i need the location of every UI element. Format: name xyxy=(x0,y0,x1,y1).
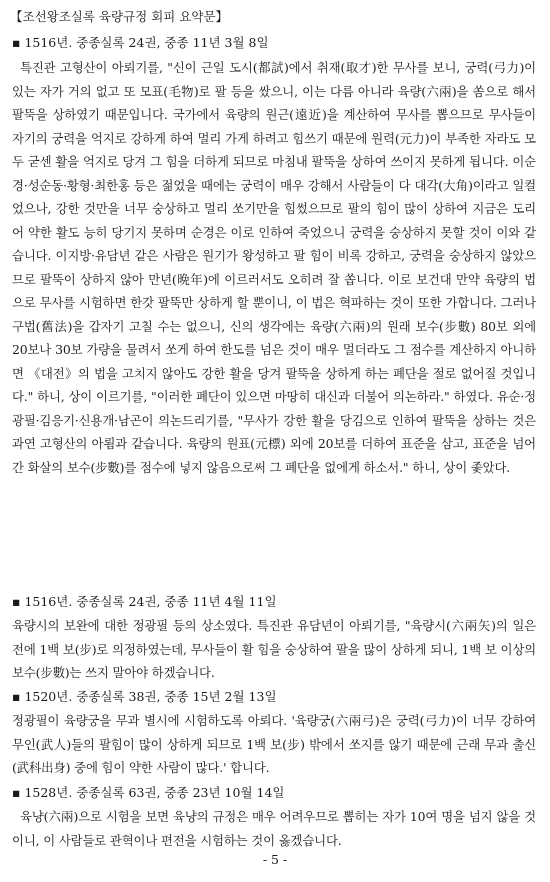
entry-heading-1516-april: ▪ 1516년. 중종실록 24권, 중종 11년 4월 11일 xyxy=(12,594,277,609)
page-number: - 5 - xyxy=(262,852,288,867)
entry-heading-1528: ▪ 1528년. 중종실록 63권, 중종 23년 10월 14일 xyxy=(12,785,285,800)
entry-text-1520: 정광필이 육량궁을 무과 별시에 시험하도록 아뢰다. '육량궁(六兩弓)은 궁력(弓力)이 너무 강하여 무인(武人)들의 팔힘이 많이 상하게 되므로 1백 보(步) 밖에서 쏘지를 않기 때문에 근래 무과 출신(武科出身) 중에 힘이 약한 사람이 많다.' 합니다. xyxy=(12,713,536,775)
entry-text-1516-march: 특진관 고형산이 아뢰기를, "신이 근일 도시(都試)에서 취재(取才)한 무사를 보니, 궁력(弓力)이 있는 자가 거의 없고 또 모표(毛物)로 팔 등을 쌌으니, 이는 다름 아니라 육량(六兩)을 쏨으로 해서 팔뚝을 상하였기 때문입니다. 국가에서 육량의 원근(遠近)을 계산하여 무사를 뽑으므로 무사들이 자기의 궁력을 억지로 강하게 하여 멀리 가게 하려고 힘쓰기 때문에 원력(元力)이 부족한 자라도 모두 굳센 활을 억지로 당겨 그 힘을 더하게 되므로 마침내 팔뚝을 상하여 쓰이지 못하게 됩니다. 이순경·성순동·황형·최한홍 등은 젊었을 때에는 궁력이 매우 강해서 사람들이 다 대각(大角)이라고 일컬었으나, 강한 것만을 너무 숭상하고 멀리 쏘기만을 힘썼으므로 팔의 힘이 많이 상하여 지금은 도리어 약한 활도 능히 당기지 못하며 순경은 이로 인하여 죽었으니 궁력을 숭상하지 못할 것이 이와 같습니다. 이지방·유담년 같은 사람은 원기가 왕성하고 팔 힘이 비록 강하고, 궁력을 숭상하지 않았으므로 팔뚝이 상하지 않아 만년(晩年)에 이르러서도 오히려 잘 쏩니다. 이로 보건대 만약 육량의 법으로 무사를 시험하면 한갓 팔뚝만 상하게 할 뿐이니, 이 법은 혁파하는 것이 또한 가합니다. 그러나 구법(舊法)을 갑자기 고칠 수는 없으니, 신의 생각에는 육량(六兩)의 원래 보수(步數) 80보 외에 20보나 30보 가량을 물려서 쏘게 하여 한도를 넘은 것이 매우 멀더라도 그 점수를 계산하지 아니하면 《대전》의 법을 고치지 않아도 강한 활을 당겨 팔뚝을 상하게 하는 폐단을 절로 없어질 것입니다." 하니, 상이 이르기를, "이러한 폐단이 있으면 마땅히 대신과 더불어 의논하라." 하였다. 유순·정광필·김응기·신용개·남곤이 의논드리기를, "무사가 강한 활을 당김으로 인하여 팔뚝을 상하는 것은 과연 고형산의 아룀과 같습니다. 육량의 원표(元標) 외에 20보를 더하여 표준을 삼고, 표준을 넘어간 화살의 보수(步數)를 점수에 넣지 않음으로써 그 폐단을 없에게 하소서." 하니, 상이 좇았다. xyxy=(12,60,536,475)
entry-heading-1516-march: ▪ 1516년. 중종실록 24권, 중종 11년 3월 8일 xyxy=(12,35,269,50)
entry-text-1516-april: 육량시의 보완에 대한 정광필 등의 상소였다. 특진관 유담년이 아뢰기를, "육량시(六兩矢)의 일은 전에 1백 보(步)로 의정하였는데, 무사들이 활 힘을 숭상하여 팔을 많이 상하게 되니, 1백 보 이상의 보수(步數)는 쓰지 말아야 하겠습니다. xyxy=(12,618,536,680)
entry-heading-1520: ▪ 1520년. 중종실록 38권, 중종 15년 2월 13일 xyxy=(12,689,277,704)
document-title: 【조선왕조실록 육량규정 회피 요약문】 xyxy=(10,9,229,24)
entry-text-1528: 육냥(六兩)으로 시험을 보면 육냥의 규정은 매우 어려우므로 뽑히는 자가 10여 명을 넘지 않을 것이니, 이 사람들로 관혁이나 편전을 시험하는 것이 옳겠습니다. xyxy=(12,809,536,848)
